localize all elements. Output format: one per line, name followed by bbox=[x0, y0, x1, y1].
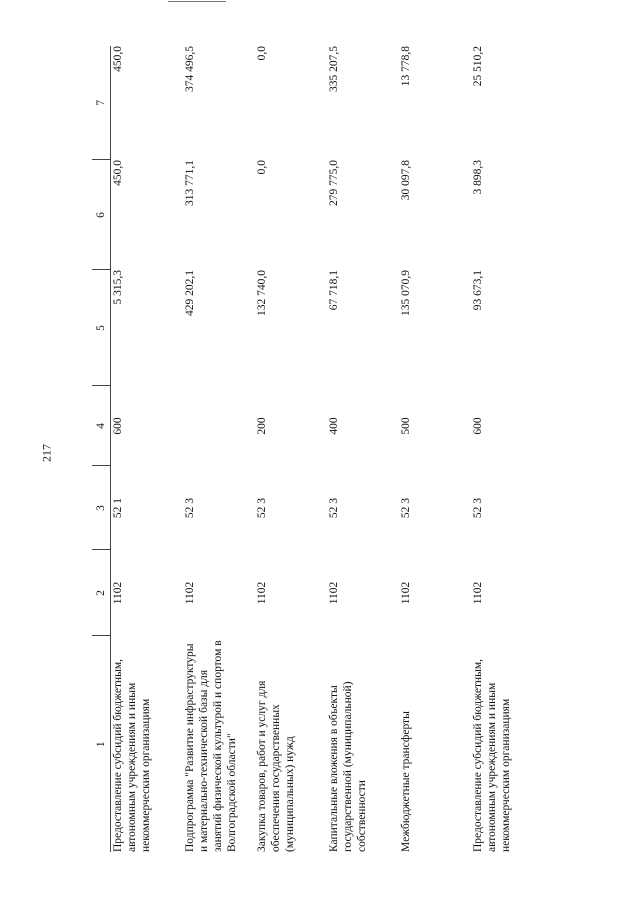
expense-type-code bbox=[183, 386, 255, 466]
amount-col-5: 93 673,1 bbox=[471, 270, 484, 311]
col-header-1: 1 bbox=[92, 636, 111, 852]
table-row bbox=[327, 46, 399, 852]
top-edge-mark bbox=[168, 1, 226, 2]
row-name: Межбюджетные трансферты bbox=[399, 711, 412, 852]
section-code: 1102 bbox=[183, 581, 196, 605]
amount-col-7: 374 496,5 bbox=[183, 46, 196, 92]
col-header-7: 7 bbox=[92, 46, 111, 160]
row-name: Подпрограмма "Развитие инфраструктуры и материально-технической базы для занятий физической культурой и спортом в Волгоградской области" bbox=[183, 640, 238, 852]
program-code: 52 3 bbox=[399, 497, 412, 519]
row-name: Закупка товаров, работ и услуг для обеспечения государственных (муниципальных) нужд bbox=[255, 680, 296, 852]
col-header-3: 3 bbox=[92, 466, 111, 550]
page-number: 217 bbox=[39, 444, 54, 462]
amount-col-6: 30 097,8 bbox=[399, 160, 412, 201]
expense-type-code: 400 bbox=[327, 417, 340, 435]
amount-col-5: 5 315,3 bbox=[112, 270, 124, 305]
amount-col-5: 429 202,1 bbox=[183, 270, 196, 316]
table-row bbox=[183, 46, 255, 852]
expense-type-code: 500 bbox=[399, 417, 412, 435]
header-row bbox=[92, 46, 111, 852]
row-name: Предоставление субсидий бюджетным, автономным учреждениям и иным некоммерческим организациям bbox=[471, 658, 512, 852]
rotated-table-container bbox=[92, 46, 548, 852]
budget-table bbox=[92, 46, 543, 852]
amount-col-7: 450,0 bbox=[112, 46, 124, 72]
expense-type-code: 600 bbox=[112, 417, 124, 435]
table-row bbox=[111, 46, 183, 852]
col-header-4: 4 bbox=[92, 386, 111, 466]
expense-type-code: 200 bbox=[255, 417, 268, 435]
amount-col-7: 335 207,5 bbox=[327, 46, 340, 92]
section-code: 1102 bbox=[327, 581, 340, 605]
amount-col-7: 13 778,8 bbox=[399, 46, 412, 87]
table-row bbox=[471, 46, 543, 852]
program-code: 52 1 bbox=[112, 497, 124, 519]
amount-col-7: 0,0 bbox=[255, 46, 268, 61]
table-row bbox=[399, 46, 471, 852]
table-row bbox=[255, 46, 327, 852]
program-code: 52 3 bbox=[255, 497, 268, 519]
amount-col-5: 67 718,1 bbox=[327, 270, 340, 311]
amount-col-6: 313 771,1 bbox=[183, 160, 196, 206]
program-code: 52 3 bbox=[471, 497, 484, 519]
col-header-5: 5 bbox=[92, 270, 111, 386]
amount-col-6: 3 898,3 bbox=[471, 160, 484, 195]
program-code: 52 3 bbox=[327, 497, 340, 519]
amount-col-5: 132 740,0 bbox=[255, 270, 268, 316]
expense-type-code: 600 bbox=[471, 417, 484, 435]
amount-col-6: 279 775,0 bbox=[327, 160, 340, 206]
program-code: 52 3 bbox=[183, 497, 196, 519]
section-code: 1102 bbox=[255, 581, 268, 605]
section-code: 1102 bbox=[471, 581, 484, 605]
amount-col-6: 450,0 bbox=[112, 160, 124, 186]
amount-col-7: 25 510,2 bbox=[471, 46, 484, 87]
row-name: Предоставление субсидий бюджетным, автономным учреждениям и иным некоммерческим организациям bbox=[112, 658, 152, 852]
col-header-2: 2 bbox=[92, 550, 111, 636]
col-header-6: 6 bbox=[92, 160, 111, 270]
section-code: 1102 bbox=[112, 581, 124, 605]
section-code: 1102 bbox=[399, 581, 412, 605]
row-name: Капитальные вложения в объекты государственной (муниципальной) собственности bbox=[327, 681, 368, 852]
amount-col-6: 0,0 bbox=[255, 160, 268, 175]
amount-col-5: 135 070,9 bbox=[399, 270, 412, 316]
